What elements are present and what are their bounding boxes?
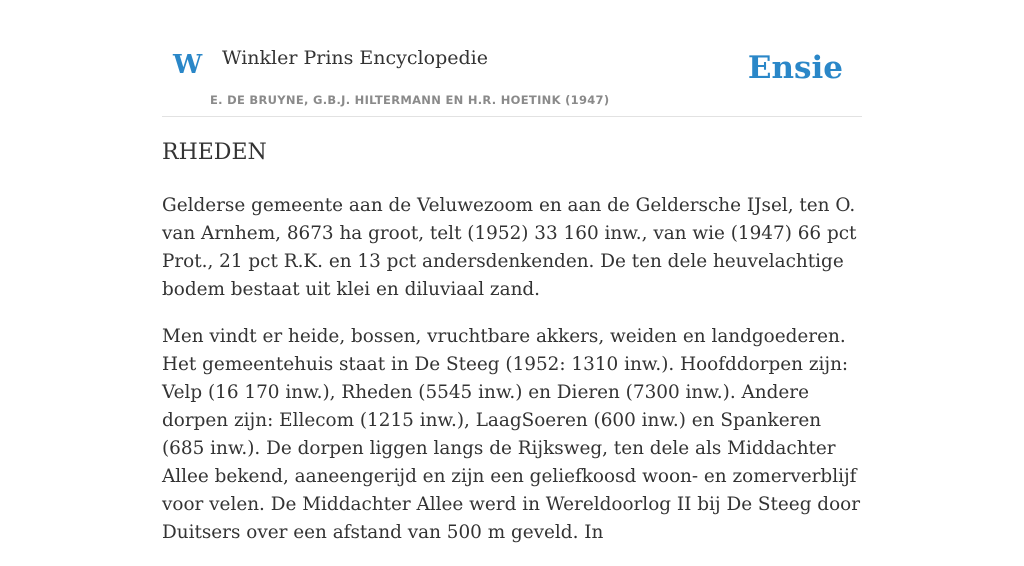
- ensie-brand-logo[interactable]: Ensie: [747, 50, 843, 86]
- source-authors: E. DE BRUYNE, G.B.J. HILTERMANN EN H.R. HOETINK (1947): [210, 93, 610, 107]
- source-title-link[interactable]: Winkler Prins Encyclopedie: [222, 47, 488, 69]
- entry-content: [162, 192, 862, 566]
- entry-paragraph: Men vindt er heide, bossen, vruchtbare akkers, weiden en landgoederen. Het gemeentehuis staat in De Steeg (1952: 1310 inw.). Hoofddorpen zijn: Velp (16 170 inw.), Rheden (5545 inw.) en Dieren (7300 inw.). Andere dorpen zijn: Ellecom (1215 inw.), LaagSoeren (600 inw.) en Spankeren (685 inw.). De dorpen liggen langs de Rijksweg, ten dele als Middachter Allee bekend, aaneengerijd en zijn een geliefkoosd woon- en zomerverblijf voor velen. De Middachter Allee werd in Wereldoorlog II bij De Steeg door Duitsers over een afstand van 500 m geveld. In: [162, 326, 861, 543]
- entry-paragraph: Gelderse gemeente aan de Veluwezoom en aan de Geldersche IJsel, ten O. van Arnhem, 8673 ha groot, telt (1952) 33 160 inw., van wie (1947) 66 pct Prot., 21 pct R.K. en 13 pct andersdenkenden. De ten dele heuvelachtige bodem bestaat uit klei en diluviaal zand.: [162, 195, 857, 300]
- site-header: [162, 0, 862, 117]
- entry-title: RHEDEN: [162, 140, 267, 165]
- winkler-prins-logo[interactable]: W: [173, 50, 203, 80]
